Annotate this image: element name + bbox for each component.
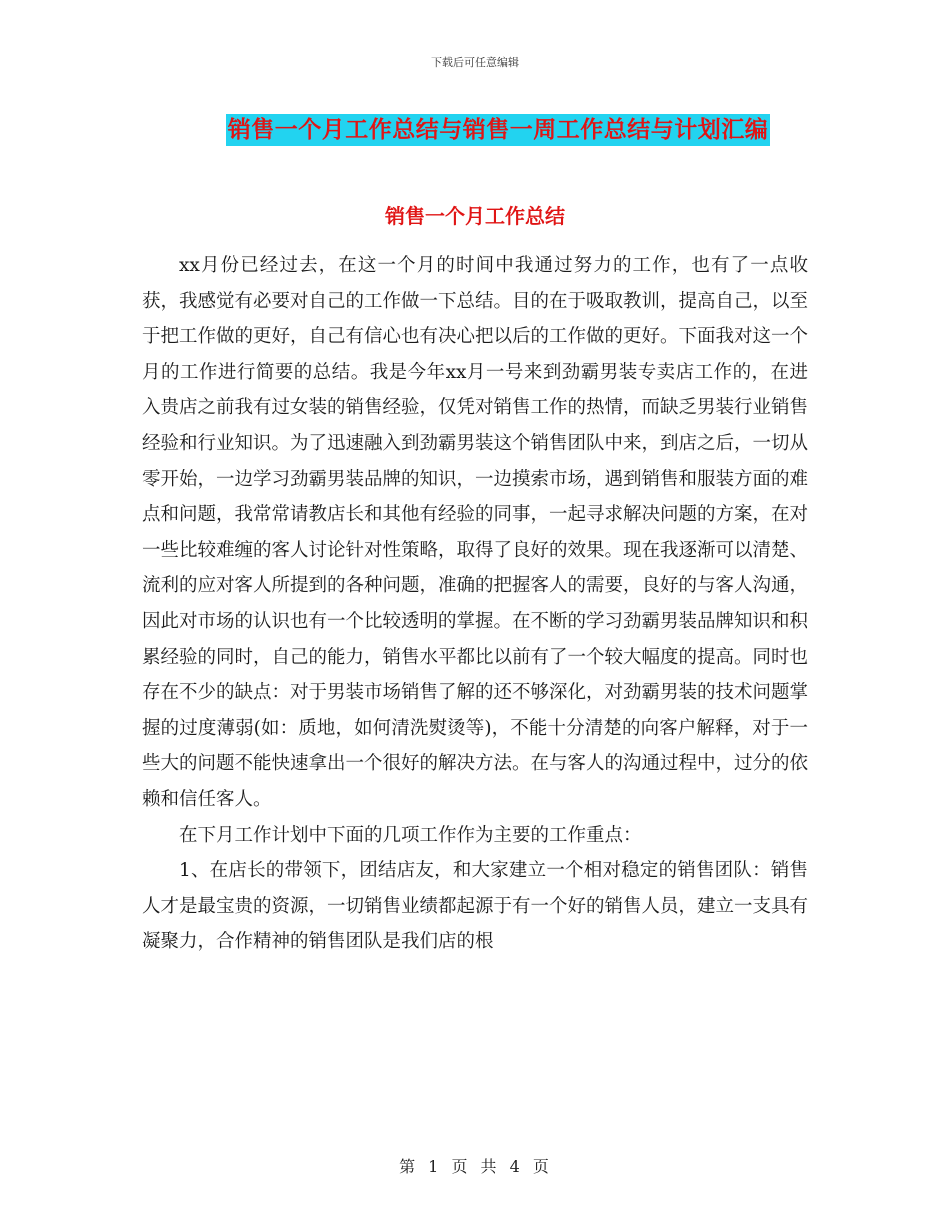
body-paragraph: 在下月工作计划中下面的几项工作作为主要的工作重点： <box>179 824 642 846</box>
page-footer: 第 1 页 共 4 页 <box>399 1157 551 1176</box>
page-header: 下载后可任意编辑 <box>431 56 519 69</box>
main-title-container <box>0 114 950 146</box>
body-paragraph: 1、在店长的带领下，团结店友，和大家建立一个相对稳定的销售团队：销售人才是最宝贵的资源，一切销售业绩都起源于有一个好的销售人员，建立一支具有凝聚力，合作精神的销售团队是我们店的根 <box>142 860 809 953</box>
section-title: 销售一个月工作总结 <box>385 204 565 228</box>
body-paragraph: xx月份已经过去，在这一个月的时间中我通过努力的工作，也有了一点收获，我感觉有必要对自己的工作做一下总结。目的在于吸取教训，提高自己，以至于把工作做的更好，自己有信心也有决心把以后的工作做的更好。下面我对这一个月的工作进行简要的总结。我是今年xx月一号来到劲霸男装专卖店工作的，在进入贵店之前我有过女装的销售经验，仅凭对销售工作的热情，而缺乏男装行业销售经验和行业知识。为了迅速融入到劲霸男装这个销售团队中来，到店之后，一切从零开始，一边学习劲霸男装品牌的知识，一边摸索市场，遇到销售和服装方面的难点和问题，我常常请教店长和其他有经验的同事，一起寻求解决问题的方案，在对一些比较难缠的客人讨论针对性策略，取得了良好的效果。现在我逐渐可以清楚、流利的应对客人所提到的各种问题，准确的把握客人的需要，良好的与客人沟通，因此对市场的认识也有一个比较透明的掌握。在不断的学习劲霸男装品牌知识和积累经验的同时，自己的能力，销售水平都比以前有了一个较大幅度的提高。同时也存在不少的缺点：对于男装市场销售了解的还不够深化，对劲霸男装的技术问题掌握的过度薄弱(如：质地，如何清洗熨烫等)，不能十分清楚的向客户解释，对于一些大的问题不能快速拿出一个很好的解决方法。在与客人的沟通过程中，过分的依赖和信任客人。 <box>142 255 809 810</box>
main-title: 销售一个月工作总结与销售一周工作总结与计划汇编 <box>226 114 771 146</box>
document-body <box>142 248 808 960</box>
